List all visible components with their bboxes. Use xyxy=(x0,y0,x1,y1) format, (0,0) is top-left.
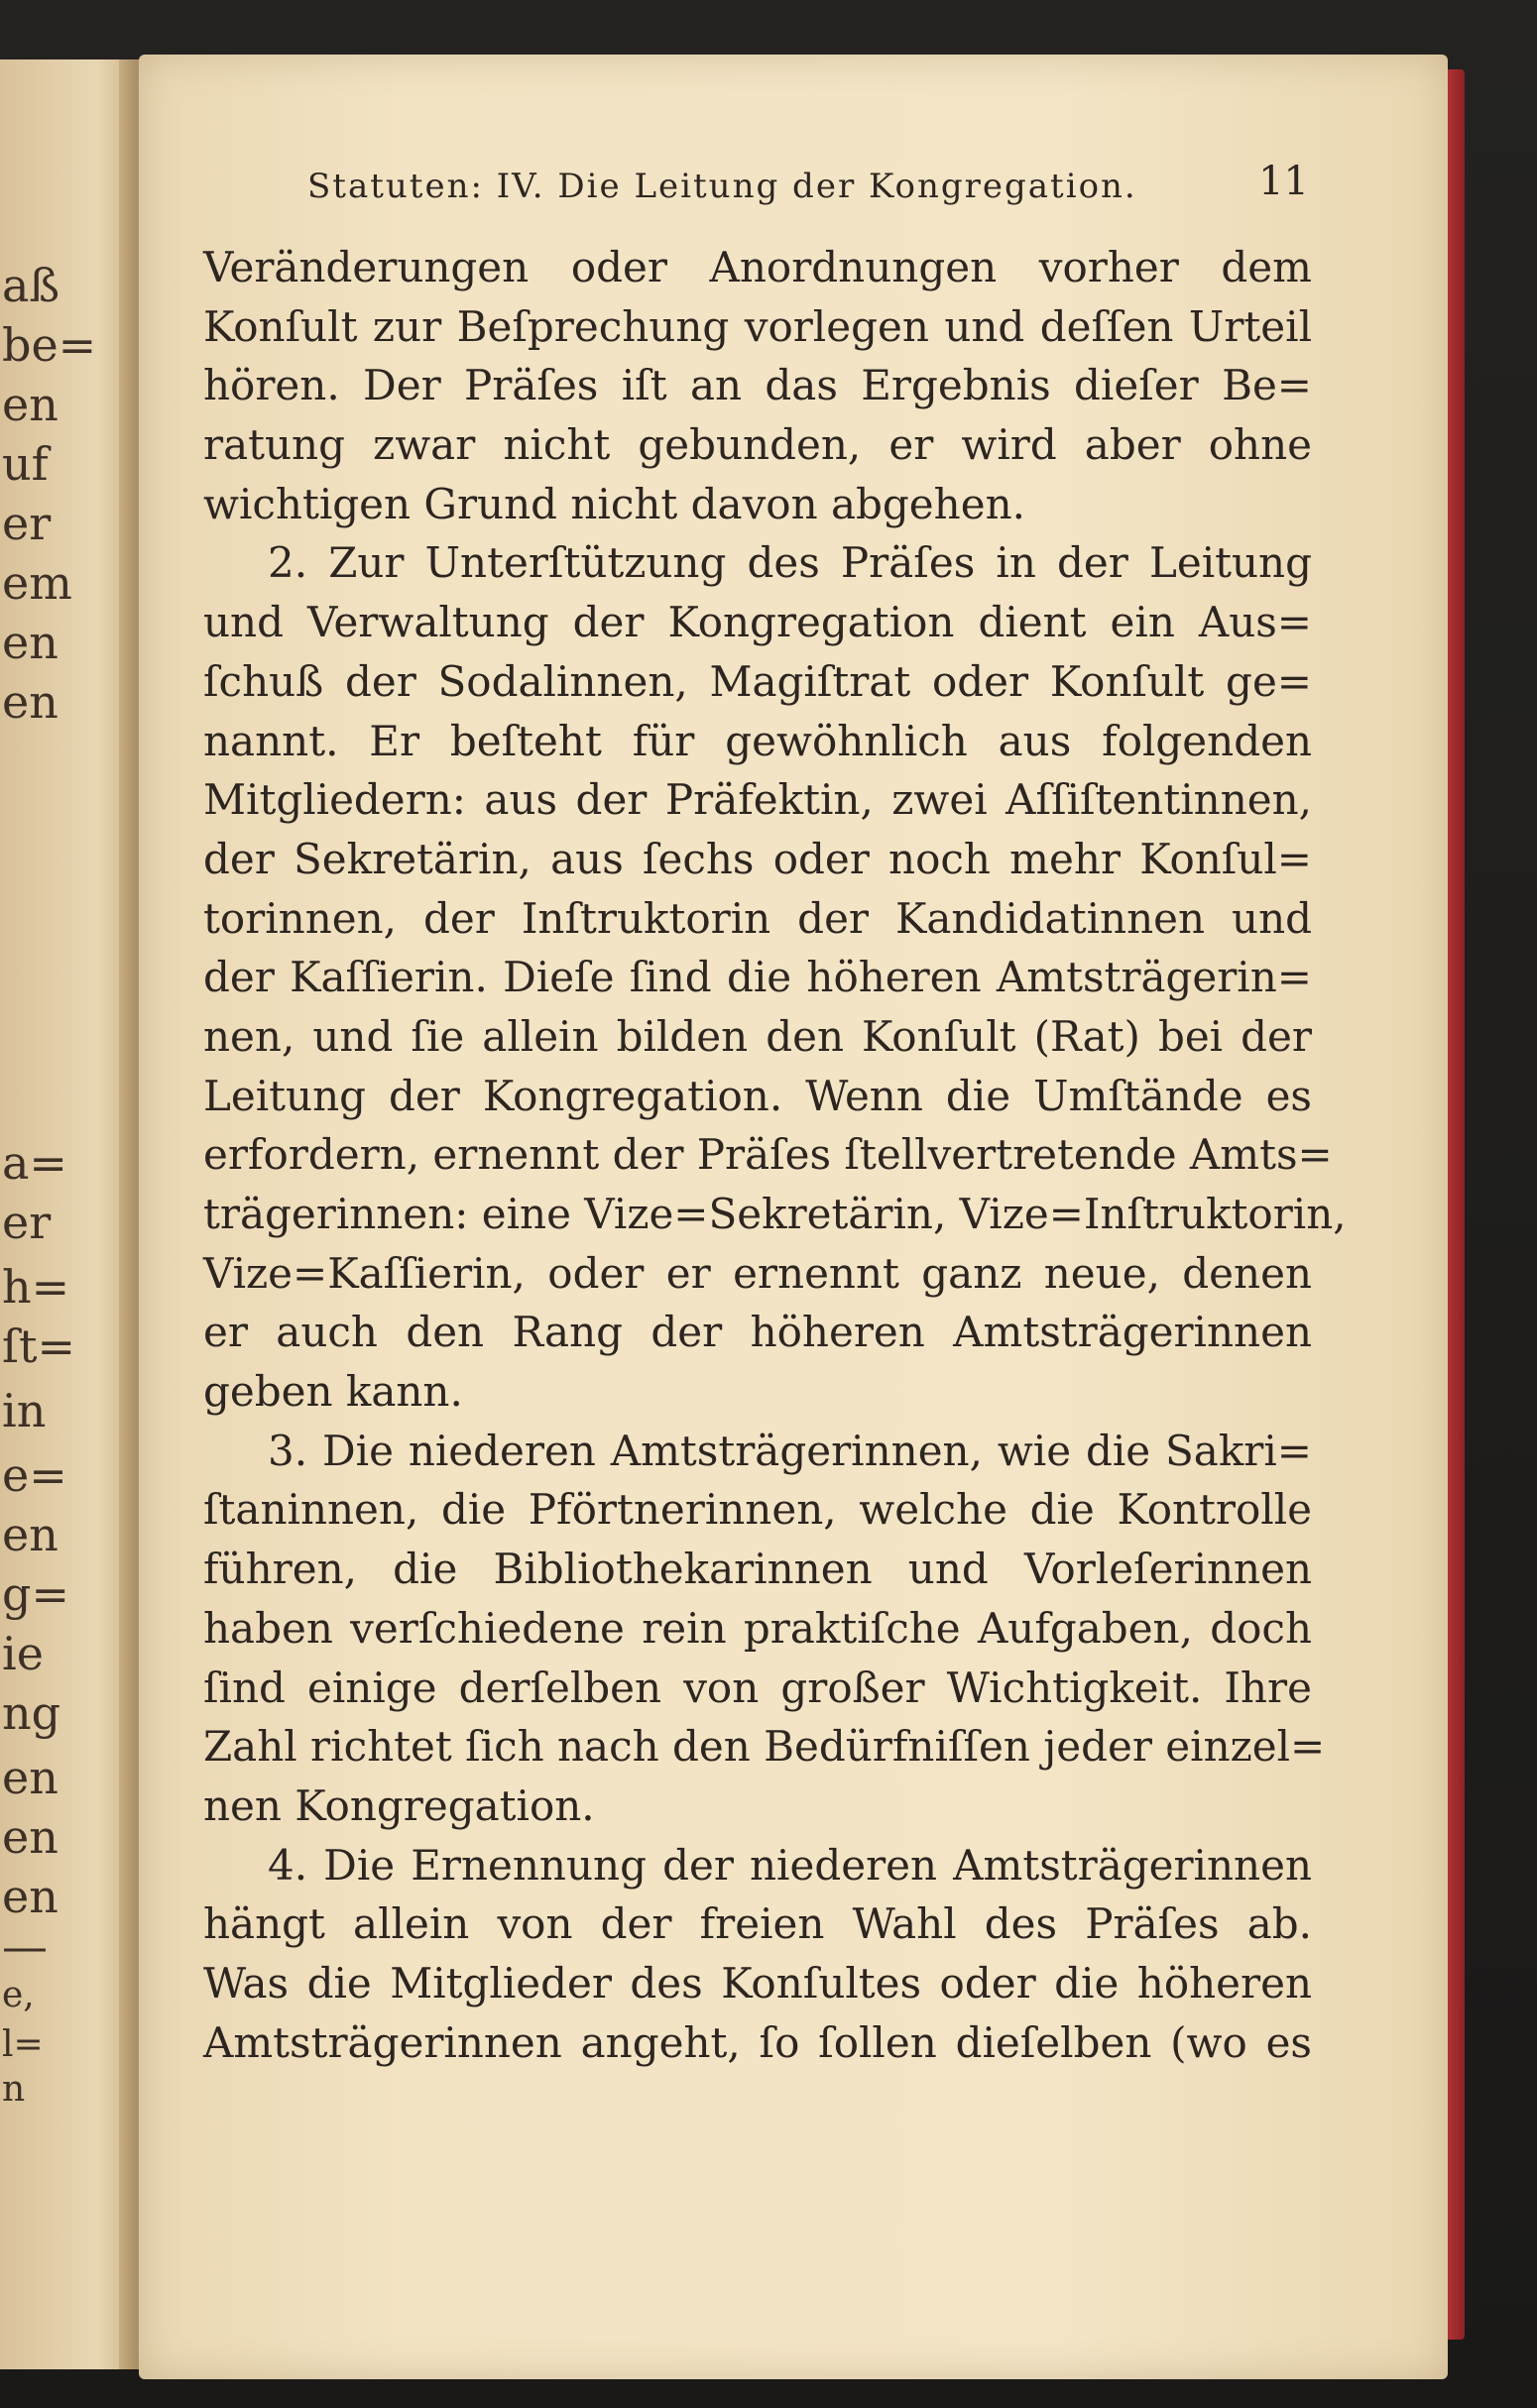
text-line: wichtigen Grund nicht davon abgehen. xyxy=(203,479,1025,528)
text-line: trägerinnen: eine Vize=Sekretärin, Vize=Inſtruktorin, xyxy=(203,1190,1347,1238)
text-line: Vize=Kaſſierin, oder er ernennt ganz neue, denen xyxy=(203,1248,1312,1298)
page-header xyxy=(307,159,1309,218)
left-page-fragment: h= xyxy=(2,1260,70,1314)
text-line: und Verwaltung der Kongregation dient ein Aus= xyxy=(203,598,1312,647)
left-page-fragment: ie xyxy=(2,1627,44,1680)
text-line: der Kaſſierin. Dieſe ſind die höheren Amtsträgerin= xyxy=(203,953,1312,1002)
left-page-fragment: er xyxy=(2,497,52,550)
text-line: hängt allein von der freien Wahl des Präſes ab. xyxy=(203,1899,1312,1949)
text-line: er auch den Rang der höheren Amtsträgerinnen xyxy=(203,1308,1312,1357)
text-line: Mitgliedern: aus der Präfektin, zwei Aſſiſtentinnen, xyxy=(203,775,1312,825)
left-page-fragment: en xyxy=(2,1751,59,1804)
left-page-edge xyxy=(0,59,139,2369)
text-line: hören. Der Präſes iſt an das Ergebnis dieſer Be= xyxy=(203,361,1312,410)
left-page-fragment: en xyxy=(2,1810,59,1864)
left-page-fragment: en xyxy=(2,378,59,431)
text-line: Konſult zur Beſprechung vorlegen und deſſen Urteil xyxy=(203,301,1312,351)
text-line: Leitung der Kongregation. Wenn die Umſtände es xyxy=(203,1071,1312,1120)
left-page-fragment: in xyxy=(2,1384,47,1437)
text-line: der Sekretärin, aus ſechs oder noch mehr Konſul= xyxy=(203,834,1312,883)
text-line: ſchuß der Sodalinnen, Magiſtrat oder Konſult ge= xyxy=(203,656,1312,706)
text-line: führen, die Bibliothekarinnen und Vorleſerinnen xyxy=(203,1545,1312,1594)
paragraph-start-line: 3. Die niederen Amtsträgerinnen, wie die Sakri= xyxy=(268,1426,1312,1475)
left-page-fragment: a= xyxy=(2,1136,67,1190)
text-line: erfordern, ernennt der Präſes ſtellvertretende Amts= xyxy=(203,1130,1333,1180)
text-line: ratung zwar nicht gebunden, er wird aber ohne xyxy=(203,420,1312,470)
text-line: Veränderungen oder Anordnungen vorher dem xyxy=(203,243,1312,291)
left-page-fragment: e= xyxy=(2,1448,67,1502)
left-page-fragment: — xyxy=(2,1919,48,1973)
left-page-fragment: ſt= xyxy=(2,1319,76,1373)
text-line: nen, und ſie allein bilden den Konſult (Rat) bei der xyxy=(203,1011,1312,1061)
text-line: haben verſchiedene rein praktiſche Aufgaben, doch xyxy=(203,1603,1312,1653)
left-page-fragment: en xyxy=(2,616,59,669)
left-page-fragment: en xyxy=(2,675,59,729)
left-page-fragment: n xyxy=(2,2069,26,2110)
text-line: torinnen, der Inſtruktorin der Kandidatinnen und xyxy=(203,893,1312,943)
paragraph-start-line: 4. Die Ernennung der niederen Amtsträgerinnen xyxy=(268,1840,1312,1890)
running-title: Statuten: IV. Die Leitung der Kongregation. xyxy=(307,167,1137,206)
left-page-fragment: ng xyxy=(2,1686,61,1740)
left-page-fragment: en xyxy=(2,1508,59,1561)
left-page-fragment: em xyxy=(2,556,72,610)
left-page-fragment: l= xyxy=(2,2024,44,2065)
left-page-fragment: er xyxy=(2,1196,52,1249)
left-page-fragment: g= xyxy=(2,1567,69,1621)
left-page-fragment: be= xyxy=(2,318,97,372)
page-body xyxy=(203,238,1347,2072)
text-line: Zahl richtet ſich nach den Bedürfniſſen jeder einzel= xyxy=(203,1722,1326,1772)
page-number: 11 xyxy=(1258,159,1309,204)
left-page-fragment: aß xyxy=(2,259,60,312)
left-page-fragment: e, xyxy=(2,1975,35,2015)
text-line: nannt. Er beſteht für gewöhnlich aus folgenden xyxy=(203,716,1312,765)
text-line: ſtaninnen, die Pförtnerinnen, welche die Kontrolle xyxy=(203,1485,1312,1535)
text-line: nen Kongregation. xyxy=(203,1780,595,1830)
left-page-fragment: uf xyxy=(2,437,49,491)
text-line: geben kann. xyxy=(203,1367,463,1417)
text-line: ſind einige derſelben von großer Wichtigkeit. Ihre xyxy=(203,1663,1312,1712)
text-line: Was die Mitglieder des Konſultes oder die höheren xyxy=(203,1958,1312,2007)
left-page-fragment: en xyxy=(2,1870,59,1923)
text-line: Amtsträgerinnen angeht, ſo ſollen dieſelben (wo es xyxy=(203,2017,1312,2067)
paragraph-start-line: 2. Zur Unterſtützung des Präſes in der Leitung xyxy=(268,538,1312,588)
